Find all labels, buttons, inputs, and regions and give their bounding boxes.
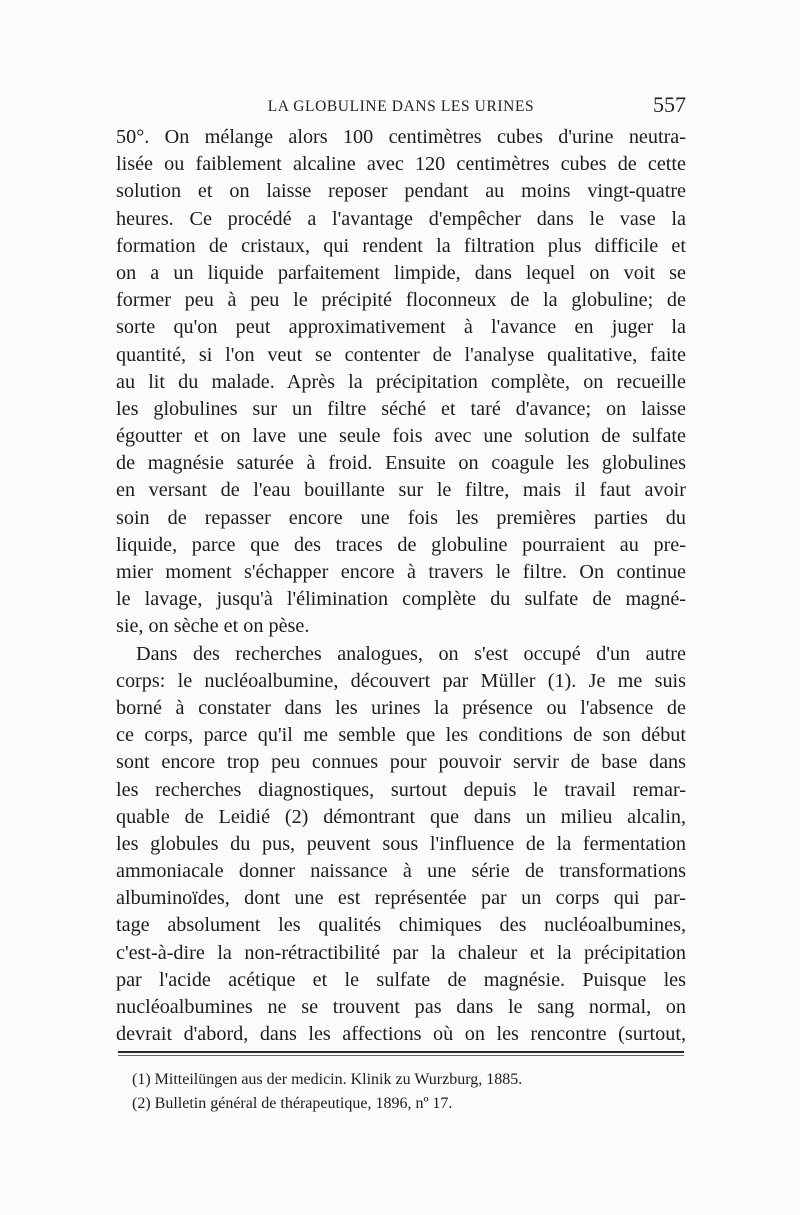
page-number: 557 <box>653 92 686 117</box>
body-text <box>116 124 686 1048</box>
text-line: on a un liquide parfaitement limpide, dans lequel on voit se <box>116 261 686 284</box>
text-line: sorte qu'on peut approximativement à l'avance en juger la <box>116 316 686 339</box>
footnote-1: (1) Mitteilüngen aus der medicin. Klinik zu Wurzburg, 1885. <box>132 1071 523 1088</box>
text-line: solution et on laisse reposer pendant au moins vingt-quatre <box>116 180 686 203</box>
text-line: soin de repasser encore une fois les premières parties du <box>116 506 686 529</box>
text-line: mier moment s'échapper encore à travers le filtre. On continue <box>116 561 686 583</box>
text-line: les globulines sur un filtre séché et taré d'avance; on laisse <box>116 397 686 420</box>
text-line: corps: le nucléoalbumine, découvert par Müller (1). Je me suis <box>116 669 686 692</box>
text-line: sont encore trop peu connues pour pouvoir servir de base dans <box>116 751 686 774</box>
text-line: former peu à peu le précipité floconneux de la globuline; de <box>116 289 686 312</box>
text-line: devrait d'abord, dans les affections où on les rencontre (surtout, <box>116 1023 686 1046</box>
text-line: ce corps, parce qu'il me semble que les conditions de son début <box>116 724 686 747</box>
footnote-rule <box>118 1051 684 1053</box>
text-line: les globules du pus, peuvent sous l'influence de la fermentation <box>116 832 686 855</box>
running-head <box>116 92 686 122</box>
text-line: nucléoalbumines ne se trouvent pas dans le sang normal, on <box>116 996 686 1018</box>
text-line: les recherches diagnostiques, surtout depuis le travail remar- <box>116 778 686 801</box>
text-line: le lavage, jusqu'à l'élimination complète du sulfate de magné- <box>116 588 686 611</box>
footnote-rule-thin <box>118 1055 684 1056</box>
text-line: ammoniacale donner naissance à une série de transformations <box>116 860 686 883</box>
running-title: LA GLOBULINE DANS LES URINES <box>267 98 535 115</box>
text-line: formation de cristaux, qui rendent la filtration plus difficile et <box>116 234 686 257</box>
footnote-2: (2) Bulletin général de thérapeutique, 1896, nº 17. <box>132 1095 453 1112</box>
text-line: 50°. On mélange alors 100 centimètres cubes d'urine neutra- <box>116 126 686 148</box>
paragraph-start-line: Dans des recherches analogues, on s'est occupé d'un autre <box>136 642 686 665</box>
text-line: albuminoïdes, dont une est représentée par un corps qui par- <box>116 887 686 910</box>
text-line: borné à constater dans les urines la présence ou l'absence de <box>116 696 686 719</box>
text-line: c'est-à-dire la non-rétractibilité par la chaleur et la précipitation <box>116 941 686 964</box>
text-line: par l'acide acétique et le sulfate de magnésie. Puisque les <box>116 968 686 991</box>
paragraph-end-line: sie, on sèche et on pèse. <box>116 615 310 638</box>
text-line: de magnésie saturée à froid. Ensuite on coagule les globulines <box>116 452 686 475</box>
text-line: en versant de l'eau bouillante sur le filtre, mais il faut avoir <box>116 479 686 502</box>
text-line: liquide, parce que des traces de globuline pourraient au pre- <box>116 533 686 556</box>
footnotes <box>132 1068 672 1116</box>
text-line: égoutter et on lave une seule fois avec une solution de sulfate <box>116 425 686 448</box>
text-line: tage absolument les qualités chimiques des nucléoalbumines, <box>116 914 686 937</box>
text-line: quantité, si l'on veut se contenter de l'analyse qualitative, faite <box>116 343 686 366</box>
text-line: quable de Leidié (2) démontrant que dans un milieu alcalin, <box>116 805 686 828</box>
text-line: lisée ou faiblement alcaline avec 120 centimètres cubes de cette <box>116 153 686 176</box>
text-line: au lit du malade. Après la précipitation complète, on recueille <box>116 370 686 393</box>
text-line: heures. Ce procédé a l'avantage d'empêcher dans le vase la <box>116 207 686 230</box>
